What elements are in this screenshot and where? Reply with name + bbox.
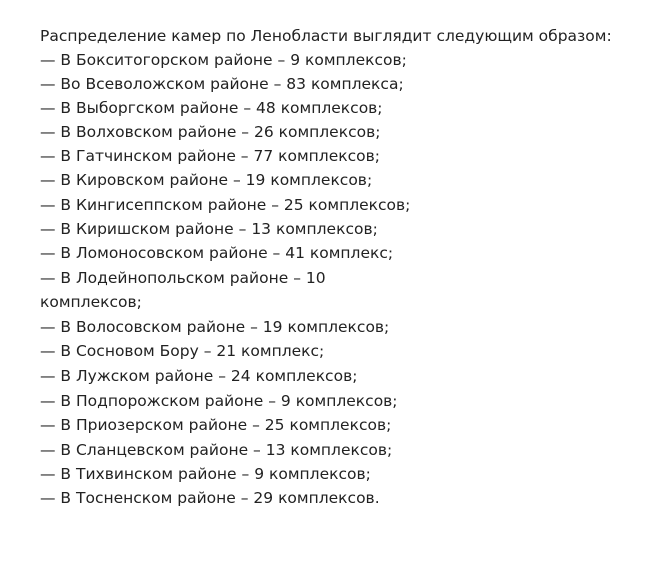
intro-paragraph: Распределение камер по Ленобласти выглядит следующим образом: [40, 27, 612, 45]
list-item: — В Волосовском районе – 19 комплексов; [40, 318, 390, 336]
list-item: — В Волховском районе – 26 комплексов; [40, 123, 381, 141]
list-item: — В Лужском районе – 24 комплексов; [40, 367, 358, 385]
list-item: — В Кировском районе – 19 комплексов; [40, 171, 373, 189]
list-item: — В Киришском районе – 13 комплексов; [40, 220, 378, 238]
list-item: — В Подпорожском районе – 9 комплексов; [40, 392, 398, 410]
list-item: — В Приозерском районе – 25 комплексов; [40, 416, 392, 434]
list-item: — В Тихвинском районе – 9 комплексов; [40, 465, 371, 483]
list-item: — В Кингисеппском районе – 25 комплексов; [40, 196, 411, 214]
list-item: — В Гатчинском районе – 77 комплексов; [40, 147, 380, 165]
list-item: — В Лодейнопольском районе – 10 [40, 269, 326, 287]
list-item: — В Ломоносовском районе – 41 комплекс; [40, 244, 394, 262]
list-item: — В Сосновом Бору – 21 комплекс; [40, 342, 325, 360]
list-item: — Во Всеволожском районе – 83 комплекса; [40, 75, 404, 93]
list-item-continuation: комплексов; [40, 293, 142, 311]
list-item: — В Сланцевском районе – 13 комплексов; [40, 441, 393, 459]
list-item: — В Бокситогорском районе – 9 комплексов; [40, 51, 407, 69]
list-item: — В Тосненском районе – 29 комплексов. [40, 489, 380, 507]
list-item: — В Выборгском районе – 48 комплексов; [40, 99, 383, 117]
